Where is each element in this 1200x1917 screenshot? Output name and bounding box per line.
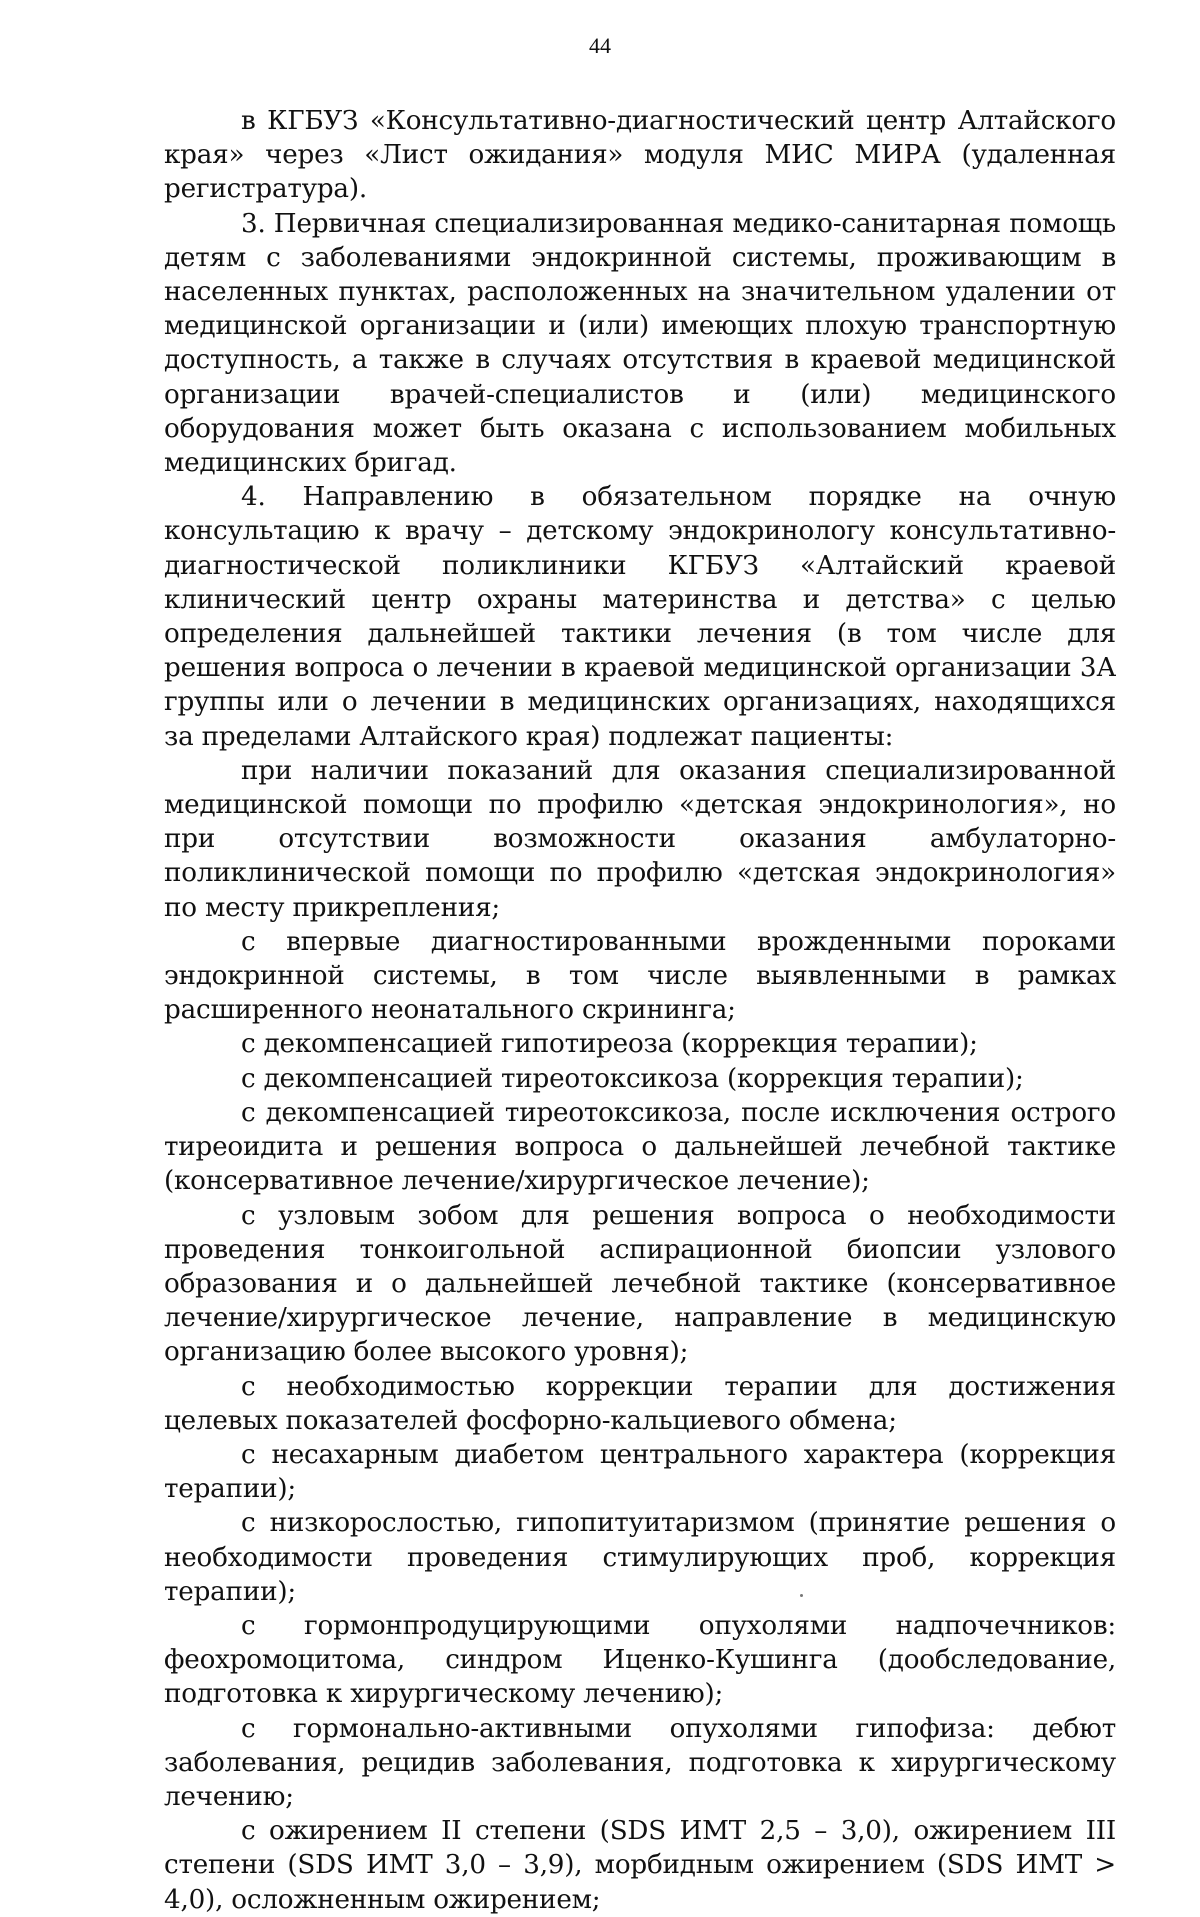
list-item-diabetes-insipidus: с несахарным диабетом центрального характера (коррекция терапии);	[164, 1439, 1116, 1505]
paragraph-item-3-mobile-teams: 3. Первичная специализированная медико-санитарная помощь детям с заболеваниями эндокринной системы, проживающим в населенных пунктах, расположенных на значительном удалении от медицинской организации и (или) имеющих плохую транспортную доступность, а также в случаях отсутствия в краевой медицинской организации врачей-специалистов и (или) медицинского оборудования может быть оказана с использованием мобильных медицинских бригад.	[164, 208, 1116, 479]
list-item-phosphorus-calcium: с необходимостью коррекции терапии для достижения целевых показателей фосфорно-кальциевого обмена;	[164, 1371, 1116, 1436]
list-item-short-stature: с низкорослостью, гипопитуитаризмом (принятие решения о необходимости проведения стимулирующих проб, коррекция терапии);	[164, 1508, 1116, 1607]
paragraph-referral-registry: в КГБУЗ «Консультативно-диагностический центр Алтайского края» через «Лист ожидания» модуля МИС МИРА (удаленная регистратура).	[164, 106, 1116, 205]
list-item-obesity: с ожирением II степени (SDS ИМТ 2,5 – 3,0), ожирением III степени (SDS ИМТ 3,0 – 3,9), морбидным ожирением (SDS ИМТ > 4,0), осложненным ожирением;	[164, 1816, 1116, 1915]
list-item-congenital-defects: с впервые диагностированными врожденными пороками эндокринной системы, в том числе выявленными в рамках расширенного неонатального скрининга;	[164, 926, 1116, 1026]
list-item-nodular-goiter: с узловым зобом для решения вопроса о необходимости проведения тонкоигольной аспирационной биопсии узлового образования и о дальнейшей лечебной тактике (консервативное лечение/хирургическое лечение, направление в медицинскую организацию более высокого уровня);	[164, 1200, 1116, 1368]
list-item-thyrotoxicosis: с декомпенсацией тиреотоксикоза (коррекция терапии);	[241, 1063, 1024, 1094]
list-item-pituitary-tumors: с гормонально-активными опухолями гипофиза: дебют заболевания, рецидив заболевания, подготовка к хирургическому лечению;	[164, 1713, 1116, 1812]
list-item-hypothyroidism: с декомпенсацией гипотиреоза (коррекция терапии);	[241, 1029, 978, 1060]
scan-speck	[800, 1594, 803, 1597]
list-item-specialized-care: при наличии показаний для оказания специализированной медицинской помощи по профилю «детская эндокринология», но при отсутствии возможности оказания амбулаторно-поликлинической помощи по профилю «детская эндокринология» по месту прикрепления;	[164, 755, 1116, 923]
document-body	[164, 104, 1116, 1917]
list-item-thyrotoxicosis-thyroiditis: с декомпенсацией тиреотоксикоза, после исключения острого тиреоидита и решения вопроса о дальнейшей лечебной тактике (консервативное лечение/хирургическое лечение);	[164, 1097, 1116, 1197]
list-item-adrenal-tumors: с гормонпродуцирующими опухолями надпочечников: феохромоцитома, синдром Иценко-Кушинга (дообследование, подготовка к хирургическому лечению);	[164, 1610, 1116, 1710]
paragraph-item-4-mandatory-referral: 4. Направлению в обязательном порядке на очную консультацию к врачу – детскому эндокринологу консультативно-диагностической поликлиники КГБУЗ «Алтайский краевой клинический центр охраны материнства и детства» с целью определения дальнейшей тактики лечения (в том числе для решения вопроса о лечении в краевой медицинской организации 3А группы или о лечении в медицинских организациях, находящихся за пределами Алтайского края) подлежат пациенты:	[164, 482, 1116, 752]
page-number: 44	[589, 33, 611, 58]
